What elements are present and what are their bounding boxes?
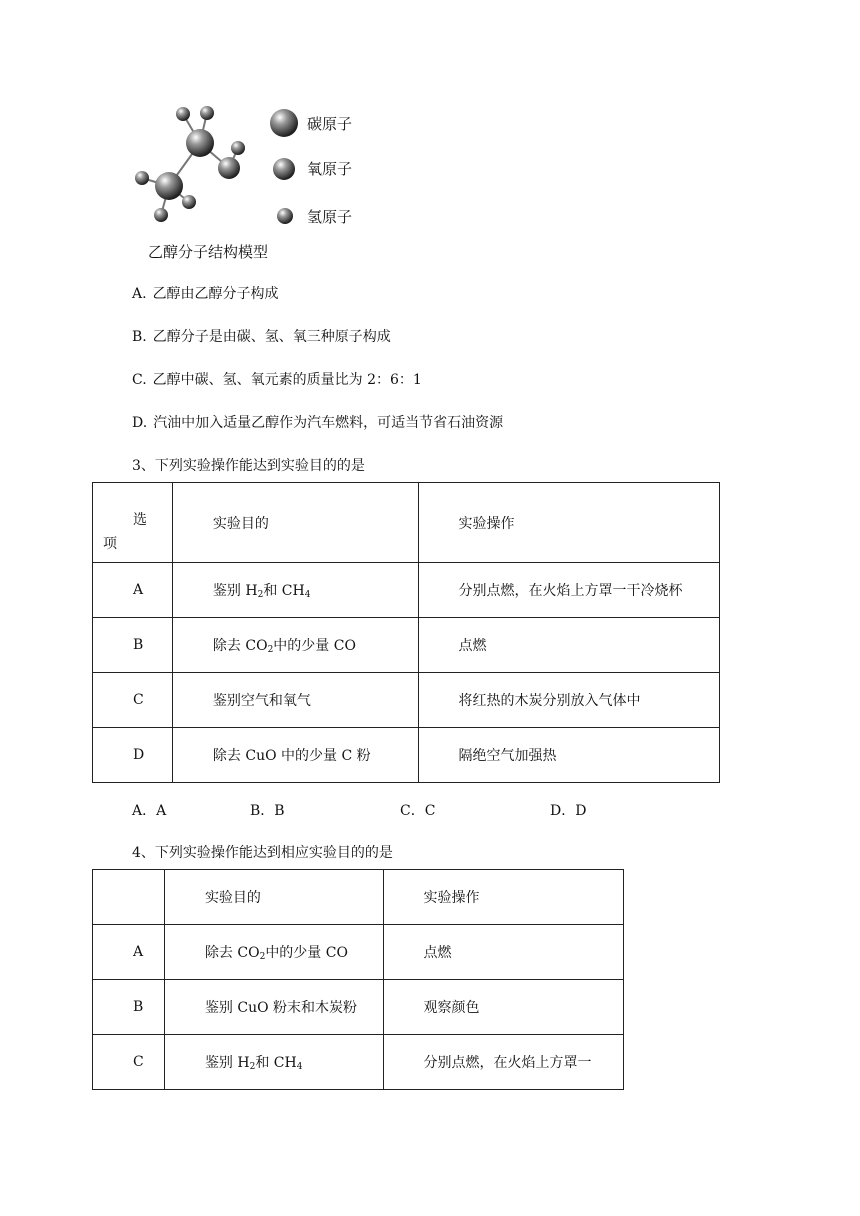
row-option: D <box>93 728 173 783</box>
row-goal: 鉴别空气和氧气 <box>172 673 418 728</box>
table-row <box>93 925 624 980</box>
row-operation: 将红热的木炭分别放入气体中 <box>418 673 719 728</box>
header-option-top: 选 <box>133 512 147 528</box>
header-goal: 实验目的 <box>164 870 383 925</box>
answer-a: A．A <box>132 803 167 819</box>
option-a: A. 乙醇由乙醇分子构成 <box>132 286 279 302</box>
row-operation: 观察颜色 <box>383 980 624 1035</box>
row-option: C <box>93 673 173 728</box>
row-operation: 隔绝空气加强热 <box>418 728 719 783</box>
legend-carbon-label: 碳原子 <box>307 115 353 133</box>
table-row <box>93 618 720 673</box>
row-operation: 分别点燃，在火焰上方罩一 <box>383 1035 624 1090</box>
answer-c: C．C <box>400 803 436 819</box>
answer-b: B．B <box>250 803 285 819</box>
legend-oxygen-ball <box>272 157 296 181</box>
legend-hydrogen-label: 氢原子 <box>307 208 353 226</box>
table-header-row <box>93 483 720 563</box>
row-goal: 鉴别 $H_2$和 $CH_4$ <box>164 1035 383 1090</box>
row-option: B <box>93 980 165 1035</box>
header-option <box>93 870 165 925</box>
figure-caption: 乙醇分子结构模型 <box>148 243 269 261</box>
table-header-row <box>93 870 624 925</box>
table-row <box>93 728 720 783</box>
table-row <box>93 1035 624 1090</box>
answer-d: D．D <box>550 803 587 819</box>
row-option: B <box>93 618 173 673</box>
legend-oxygen-label: 氧原子 <box>307 160 353 178</box>
row-goal: 除去 CuO 中的少量 C 粉 <box>172 728 418 783</box>
row-option: A <box>93 925 165 980</box>
question-4-stem: 4、下列实验操作能达到相应实验目的的是 <box>132 845 393 861</box>
option-b: B. 乙醇分子是由碳、氢、氧三种原子构成 <box>132 329 391 345</box>
row-goal: 鉴别 CuO 粉末和木炭粉 <box>164 980 383 1035</box>
table-row <box>93 563 720 618</box>
row-operation: 分别点燃，在火焰上方罩一干冷烧杯 <box>418 563 719 618</box>
table-row <box>93 980 624 1035</box>
row-operation: 点燃 <box>418 618 719 673</box>
header-option-bottom: 项 <box>103 536 117 552</box>
question-3-stem: 3、下列实验操作能达到实验目的的是 <box>132 458 365 474</box>
header-goal: 实验目的 <box>172 483 418 563</box>
header-operation: 实验操作 <box>383 870 624 925</box>
row-option: C <box>93 1035 165 1090</box>
carbon-atom <box>155 172 183 200</box>
table-row <box>93 673 720 728</box>
legend-hydrogen-ball <box>276 207 294 225</box>
question-3-table <box>92 482 720 783</box>
option-c: C. 乙醇中碳、氢、氧元素的质量比为 2：6：1 <box>132 372 422 388</box>
row-goal: 鉴别 $H_2$和 $CH_4$ <box>172 563 418 618</box>
header-operation: 实验操作 <box>418 483 719 563</box>
row-goal: 除去 $CO_2$中的少量 CO <box>172 618 418 673</box>
legend-carbon-ball <box>269 108 299 138</box>
ethanol-molecule-model <box>125 98 245 228</box>
row-goal: 除去 $CO_2$中的少量 CO <box>164 925 383 980</box>
oxygen-atom <box>218 157 240 179</box>
row-option: A <box>93 563 173 618</box>
option-d: D. 汽油中加入适量乙醇作为汽车燃料，可适当节省石油资源 <box>132 415 504 431</box>
row-operation: 点燃 <box>383 925 624 980</box>
header-option <box>93 483 173 563</box>
carbon-atom <box>186 129 214 157</box>
question-4-table <box>92 869 624 1090</box>
